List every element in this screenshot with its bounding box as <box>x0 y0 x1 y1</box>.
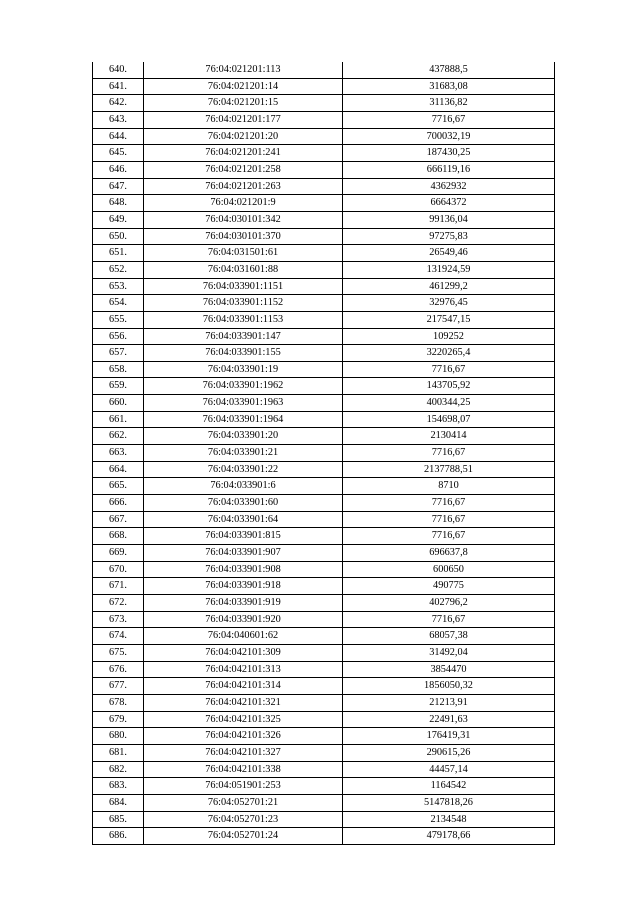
table-row <box>93 111 555 128</box>
cadastral-value-cell: 2130414 <box>343 428 555 445</box>
table-row <box>93 195 555 212</box>
cadastral-number-cell: 76:04:033901:1152 <box>144 295 343 312</box>
table-row <box>93 578 555 595</box>
table-row <box>93 445 555 462</box>
cadastral-number-cell: 76:04:021201:113 <box>144 62 343 78</box>
row-number-cell: 662. <box>93 428 144 445</box>
cadastral-value-cell: 490775 <box>343 578 555 595</box>
row-number-cell: 659. <box>93 378 144 395</box>
cadastral-number-cell: 76:04:033901:1963 <box>144 395 343 412</box>
cadastral-number-cell: 76:04:042101:338 <box>144 761 343 778</box>
row-number-cell: 676. <box>93 661 144 678</box>
table-row <box>93 245 555 262</box>
cadastral-value-cell: 31683,08 <box>343 78 555 95</box>
cadastral-value-cell: 3854470 <box>343 661 555 678</box>
table-row <box>93 261 555 278</box>
row-number-cell: 665. <box>93 478 144 495</box>
table-row <box>93 411 555 428</box>
cadastral-value-cell: 461299,2 <box>343 278 555 295</box>
row-number-cell: 641. <box>93 78 144 95</box>
row-number-cell: 681. <box>93 744 144 761</box>
row-number-cell: 655. <box>93 311 144 328</box>
cadastral-value-cell: 4362932 <box>343 178 555 195</box>
table-row <box>93 644 555 661</box>
cadastral-number-cell: 76:04:033901:21 <box>144 445 343 462</box>
table-row <box>93 794 555 811</box>
cadastral-number-cell: 76:04:033901:907 <box>144 545 343 562</box>
cadastral-number-cell: 76:04:042101:309 <box>144 644 343 661</box>
cadastral-number-cell: 76:04:021201:177 <box>144 111 343 128</box>
cadastral-number-cell: 76:04:051901:253 <box>144 778 343 795</box>
table-row <box>93 78 555 95</box>
row-number-cell: 660. <box>93 395 144 412</box>
row-number-cell: 686. <box>93 828 144 845</box>
cadastral-value-cell: 154698,07 <box>343 411 555 428</box>
cadastral-value-cell: 8710 <box>343 478 555 495</box>
table-row <box>93 128 555 145</box>
table-row <box>93 761 555 778</box>
cadastral-number-cell: 76:04:021201:241 <box>144 145 343 162</box>
table-row <box>93 178 555 195</box>
table-row <box>93 811 555 828</box>
cadastral-value-cell: 68057,38 <box>343 628 555 645</box>
cadastral-value-cell: 31136,82 <box>343 95 555 112</box>
cadastral-number-cell: 76:04:030101:342 <box>144 211 343 228</box>
cadastral-number-cell: 76:04:021201:14 <box>144 78 343 95</box>
table-row <box>93 395 555 412</box>
cadastral-number-cell: 76:04:021201:15 <box>144 95 343 112</box>
cadastral-value-cell: 21213,91 <box>343 694 555 711</box>
cadastral-value-cell: 44457,14 <box>343 761 555 778</box>
cadastral-value-cell: 109252 <box>343 328 555 345</box>
row-number-cell: 653. <box>93 278 144 295</box>
cadastral-number-cell: 76:04:031501:61 <box>144 245 343 262</box>
cadastral-number-cell: 76:04:033901:6 <box>144 478 343 495</box>
cadastral-number-cell: 76:04:033901:60 <box>144 495 343 512</box>
cadastral-number-cell: 76:04:033901:815 <box>144 528 343 545</box>
table-row <box>93 461 555 478</box>
cadastral-value-cell: 99136,04 <box>343 211 555 228</box>
cadastral-number-cell: 76:04:033901:147 <box>144 328 343 345</box>
table-row <box>93 495 555 512</box>
table-row <box>93 694 555 711</box>
row-number-cell: 670. <box>93 561 144 578</box>
cadastral-value-cell: 97275,83 <box>343 228 555 245</box>
cadastral-value-cell: 2134548 <box>343 811 555 828</box>
table-row <box>93 295 555 312</box>
cadastral-value-cell: 22491,63 <box>343 711 555 728</box>
table-row <box>93 62 555 78</box>
cadastral-value-cell: 176419,31 <box>343 728 555 745</box>
row-number-cell: 672. <box>93 595 144 612</box>
cadastral-number-cell: 76:04:042101:313 <box>144 661 343 678</box>
row-number-cell: 650. <box>93 228 144 245</box>
cadastral-value-cell: 600650 <box>343 561 555 578</box>
row-number-cell: 669. <box>93 545 144 562</box>
cadastral-number-cell: 76:04:033901:19 <box>144 361 343 378</box>
row-number-cell: 652. <box>93 261 144 278</box>
cadastral-number-cell: 76:04:033901:1153 <box>144 311 343 328</box>
cadastral-value-cell: 437888,5 <box>343 62 555 78</box>
table-row <box>93 478 555 495</box>
row-number-cell: 682. <box>93 761 144 778</box>
table-row <box>93 328 555 345</box>
row-number-cell: 654. <box>93 295 144 312</box>
table-row <box>93 345 555 362</box>
table-row <box>93 145 555 162</box>
row-number-cell: 649. <box>93 211 144 228</box>
cadastral-value-cell: 131924,59 <box>343 261 555 278</box>
table-row <box>93 728 555 745</box>
row-number-cell: 673. <box>93 611 144 628</box>
cadastral-value-cell: 31492,04 <box>343 644 555 661</box>
row-number-cell: 674. <box>93 628 144 645</box>
cadastral-value-cell: 7716,67 <box>343 111 555 128</box>
cadastral-number-cell: 76:04:021201:9 <box>144 195 343 212</box>
table-row <box>93 211 555 228</box>
cadastral-number-cell: 76:04:042101:325 <box>144 711 343 728</box>
table-row <box>93 561 555 578</box>
cadastral-value-table <box>92 62 555 845</box>
table-row <box>93 595 555 612</box>
cadastral-number-cell: 76:04:033901:919 <box>144 595 343 612</box>
row-number-cell: 668. <box>93 528 144 545</box>
cadastral-number-cell: 76:04:033901:155 <box>144 345 343 362</box>
cadastral-value-cell: 7716,67 <box>343 511 555 528</box>
cadastral-value-cell: 26549,46 <box>343 245 555 262</box>
cadastral-number-cell: 76:04:042101:326 <box>144 728 343 745</box>
cadastral-value-cell: 7716,67 <box>343 361 555 378</box>
table-row <box>93 778 555 795</box>
cadastral-value-cell: 187430,25 <box>343 145 555 162</box>
cadastral-number-cell: 76:04:033901:64 <box>144 511 343 528</box>
table-row <box>93 545 555 562</box>
row-number-cell: 643. <box>93 111 144 128</box>
cadastral-value-cell: 143705,92 <box>343 378 555 395</box>
row-number-cell: 651. <box>93 245 144 262</box>
table-row <box>93 361 555 378</box>
row-number-cell: 678. <box>93 694 144 711</box>
row-number-cell: 680. <box>93 728 144 745</box>
cadastral-value-cell: 696637,8 <box>343 545 555 562</box>
cadastral-value-cell: 7716,67 <box>343 495 555 512</box>
cadastral-value-cell: 1856050,32 <box>343 678 555 695</box>
row-number-cell: 677. <box>93 678 144 695</box>
row-number-cell: 675. <box>93 644 144 661</box>
table-row <box>93 311 555 328</box>
cadastral-number-cell: 76:04:031601:88 <box>144 261 343 278</box>
table-row <box>93 428 555 445</box>
cadastral-number-cell: 76:04:033901:1151 <box>144 278 343 295</box>
table-row <box>93 744 555 761</box>
table-row <box>93 661 555 678</box>
cadastral-number-cell: 76:04:021201:263 <box>144 178 343 195</box>
cadastral-number-cell: 76:04:033901:908 <box>144 561 343 578</box>
row-number-cell: 663. <box>93 445 144 462</box>
cadastral-number-cell: 76:04:042101:327 <box>144 744 343 761</box>
row-number-cell: 685. <box>93 811 144 828</box>
row-number-cell: 656. <box>93 328 144 345</box>
cadastral-value-cell: 1164542 <box>343 778 555 795</box>
cadastral-number-cell: 76:04:033901:1962 <box>144 378 343 395</box>
cadastral-number-cell: 76:04:040601:62 <box>144 628 343 645</box>
cadastral-value-cell: 217547,15 <box>343 311 555 328</box>
row-number-cell: 657. <box>93 345 144 362</box>
cadastral-value-cell: 7716,67 <box>343 528 555 545</box>
cadastral-number-cell: 76:04:042101:314 <box>144 678 343 695</box>
cadastral-number-cell: 76:04:021201:258 <box>144 161 343 178</box>
row-number-cell: 664. <box>93 461 144 478</box>
row-number-cell: 645. <box>93 145 144 162</box>
cadastral-number-cell: 76:04:052701:24 <box>144 828 343 845</box>
row-number-cell: 684. <box>93 794 144 811</box>
row-number-cell: 644. <box>93 128 144 145</box>
cadastral-number-cell: 76:04:052701:21 <box>144 794 343 811</box>
cadastral-value-cell: 666119,16 <box>343 161 555 178</box>
row-number-cell: 661. <box>93 411 144 428</box>
cadastral-value-cell: 7716,67 <box>343 445 555 462</box>
row-number-cell: 648. <box>93 195 144 212</box>
cadastral-value-cell: 6664372 <box>343 195 555 212</box>
table-row <box>93 711 555 728</box>
cadastral-value-cell: 700032,19 <box>343 128 555 145</box>
row-number-cell: 646. <box>93 161 144 178</box>
table-row <box>93 611 555 628</box>
row-number-cell: 667. <box>93 511 144 528</box>
cadastral-value-cell: 3220265,4 <box>343 345 555 362</box>
cadastral-value-cell: 5147818,26 <box>343 794 555 811</box>
row-number-cell: 647. <box>93 178 144 195</box>
row-number-cell: 671. <box>93 578 144 595</box>
cadastral-number-cell: 76:04:033901:22 <box>144 461 343 478</box>
table-row <box>93 278 555 295</box>
cadastral-number-cell: 76:04:033901:920 <box>144 611 343 628</box>
cadastral-number-cell: 76:04:033901:20 <box>144 428 343 445</box>
row-number-cell: 640. <box>93 62 144 78</box>
cadastral-number-cell: 76:04:033901:918 <box>144 578 343 595</box>
row-number-cell: 666. <box>93 495 144 512</box>
cadastral-value-cell: 479178,66 <box>343 828 555 845</box>
table-row <box>93 228 555 245</box>
table-row <box>93 828 555 845</box>
table-row <box>93 678 555 695</box>
table-row <box>93 628 555 645</box>
row-number-cell: 642. <box>93 95 144 112</box>
table-body <box>93 62 555 844</box>
cadastral-value-cell: 400344,25 <box>343 395 555 412</box>
cadastral-value-cell: 2137788,51 <box>343 461 555 478</box>
cadastral-number-cell: 76:04:042101:321 <box>144 694 343 711</box>
row-number-cell: 683. <box>93 778 144 795</box>
row-number-cell: 658. <box>93 361 144 378</box>
cadastral-number-cell: 76:04:052701:23 <box>144 811 343 828</box>
table-row <box>93 161 555 178</box>
table-row <box>93 378 555 395</box>
cadastral-number-cell: 76:04:030101:370 <box>144 228 343 245</box>
cadastral-number-cell: 76:04:021201:20 <box>144 128 343 145</box>
row-number-cell: 679. <box>93 711 144 728</box>
cadastral-value-cell: 32976,45 <box>343 295 555 312</box>
cadastral-value-cell: 402796,2 <box>343 595 555 612</box>
cadastral-value-cell: 290615,26 <box>343 744 555 761</box>
table-row <box>93 95 555 112</box>
cadastral-number-cell: 76:04:033901:1964 <box>144 411 343 428</box>
cadastral-value-cell: 7716,67 <box>343 611 555 628</box>
table-row <box>93 528 555 545</box>
table-row <box>93 511 555 528</box>
